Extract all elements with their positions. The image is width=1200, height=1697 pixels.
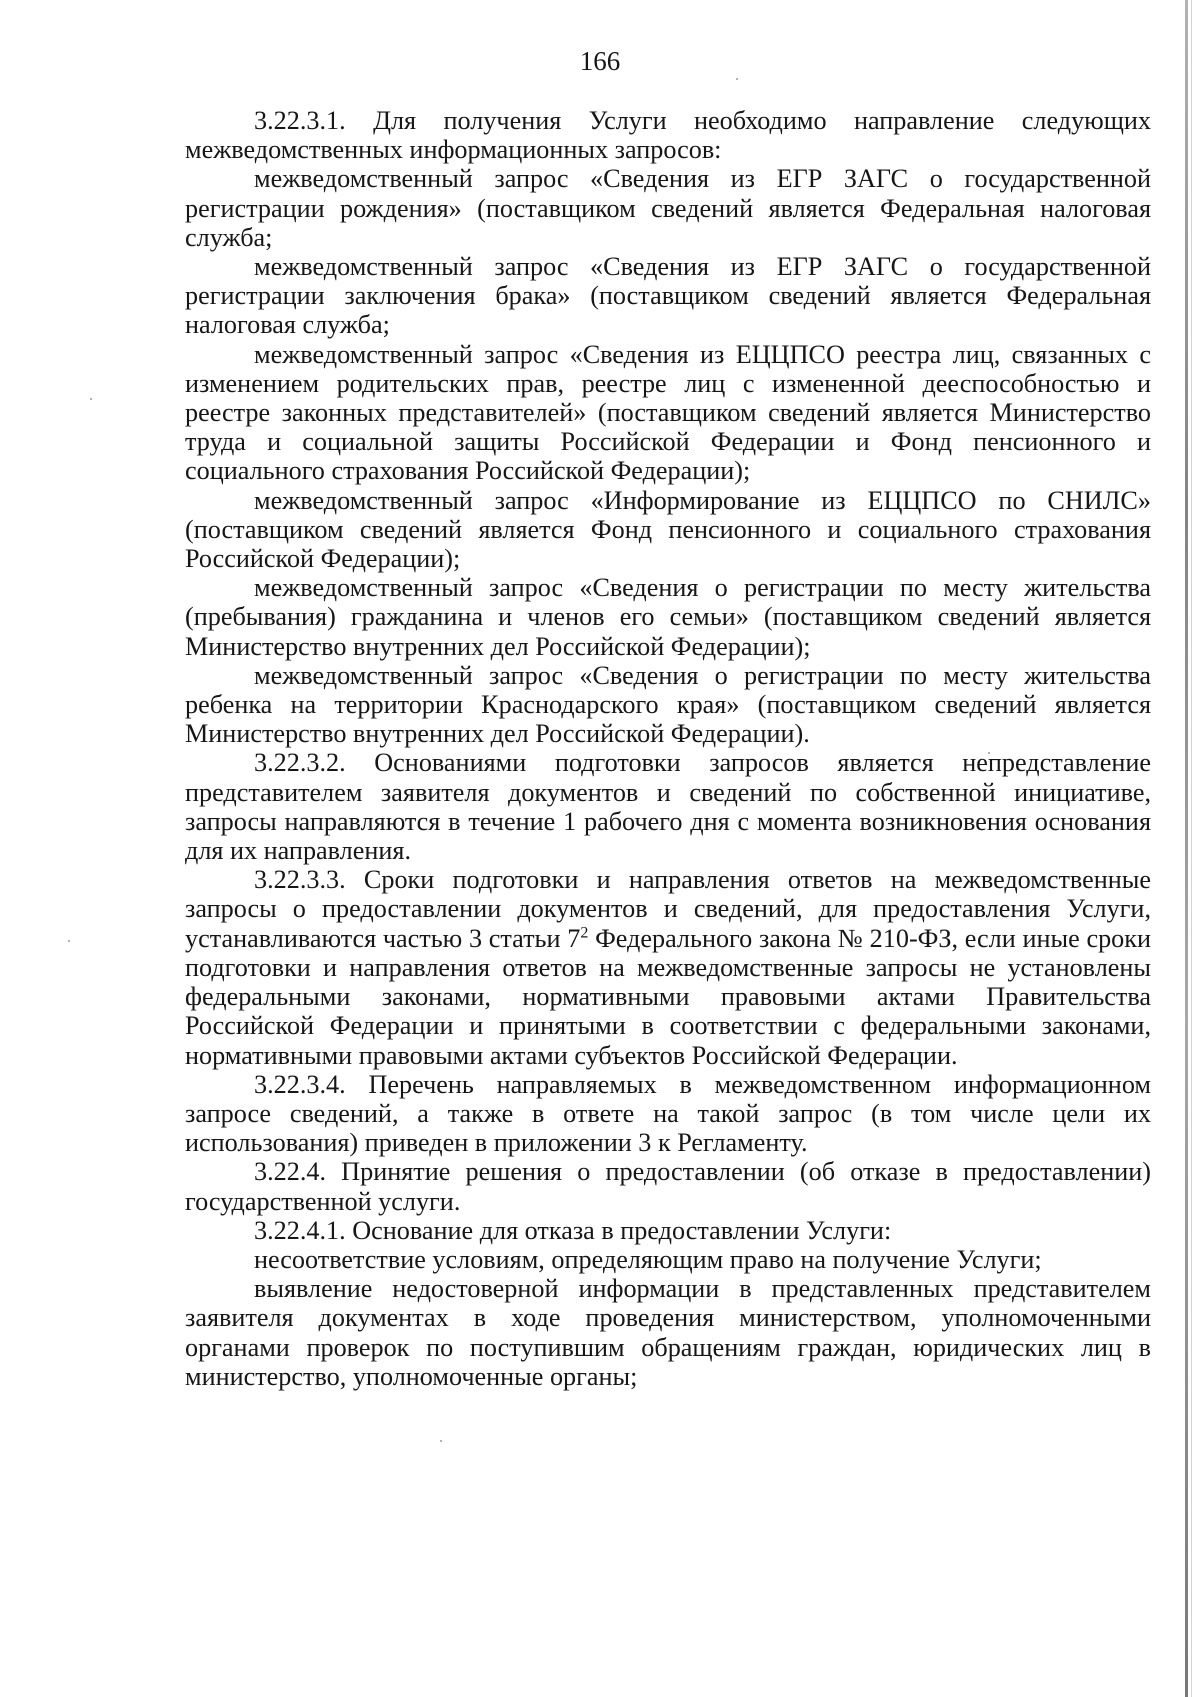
scan-speck [68, 940, 70, 942]
scan-edge-line [1191, 0, 1192, 1697]
paragraph-request-snils: межведомственный запрос «Информирование из ЕЦЦПСО по СНИЛС» (поставщиком сведений является Фонд пенсионного и социального страхования Российской Федерации); [185, 485, 1151, 574]
page-number: 166 [579, 46, 621, 76]
paragraph-request-child-residence: межведомственный запрос «Сведения о регистрации по месту жительства ребенка на территории Краснодарского края» (поставщиком сведений является Министерство внутренних дел Российской Федерации). [185, 660, 1151, 749]
paragraph-refusal-ground-false-info: выявление недостоверной информации в представленных представителем заявителя документах в ходе проведения министерством, уполномоченными органами проверок по поступившим обращениям граждан, юридических лиц в министерство, уполномоченные органы; [185, 1274, 1151, 1391]
paragraph-3-22-3-1: 3.22.3.1. Для получения Услуги необходимо направление следующих межведомственных информационных запросов: [185, 106, 1151, 165]
paragraph-refusal-ground-mismatch: несоответствие условиям, определяющим право на получение Услуги; [254, 1244, 1042, 1274]
scan-edge-shadow [1185, 0, 1188, 1697]
paragraph-3-22-4-1: 3.22.4.1. Основание для отказа в предоставлении Услуги: [254, 1215, 892, 1245]
paragraph-3-22-4: 3.22.4. Принятие решения о предоставлении (об отказе в предоставлении) государственной услуги. [185, 1157, 1151, 1216]
superscript-article-number: 2 [580, 923, 589, 941]
paragraph-3-22-3-2: 3.22.3.2. Основаниями подготовки запросов является непредставление представителем заявителя документов и сведений по собственной инициативе, запросы направляются в течение 1 рабочего дня с момента возникновения основания для их направления. [185, 748, 1151, 866]
document-text-body [185, 106, 1151, 1391]
paragraph-request-parental-rights-registry: межведомственный запрос «Сведения из ЕЦЦПСО реестра лиц, связанных с изменением родительских прав, реестре лиц с измененной дееспособностью и реестре законных представителей» (поставщиком сведений является Министерство труда и социальной защиты Российской Федерации и Фонд пенсионного и социального страхования Российской Федерации); [185, 339, 1151, 486]
scan-speck [90, 398, 92, 400]
paragraph-3-22-3-4: 3.22.3.4. Перечень направляемых в межведомственном информационном запросе сведений, а также в ответе на такой запрос (в том числе цели их использования) приведен в приложении 3 к Регламенту. [185, 1069, 1151, 1158]
paragraph-request-birth-registration: межведомственный запрос «Сведения из ЕГР ЗАГС о государственной регистрации рождения» (поставщиком сведений является Федеральная налоговая служба; [185, 164, 1151, 252]
scan-speck [440, 1440, 442, 1442]
paragraph-3-22-3-3 [185, 865, 1151, 1069]
paragraph-3-22-3-3-part-1: 3.22.3.3. Сроки подготовки и направления ответов на межведомственные запросы о предоставлении документов и сведений, для предоставления Услуги, устанавливаются частью 3 статьи 7 [185, 865, 1151, 953]
scan-speck [736, 78, 738, 80]
paragraph-request-marriage-registration: межведомственный запрос «Сведения из ЕГР ЗАГС о государственной регистрации заключения брака» (поставщиком сведений является Федеральная налоговая служба; [185, 252, 1151, 340]
paragraph-request-citizen-residence: межведомственный запрос «Сведения о регистрации по месту жительства (пребывания) гражданина и членов его семьи» (поставщиком сведений является Министерство внутренних дел Российской Федерации); [185, 573, 1151, 661]
paragraph-3-22-3-3-part-2: Федерального закона № 210-ФЗ, если иные сроки подготовки и направления ответов на межведомственные запросы не установлены федеральными законами, нормативными правовыми актами Правительства Российской Федерации и принятыми в соответствии с федеральными законами, нормативными правовыми актами субъектов Российской Федерации. [185, 923, 1151, 1070]
